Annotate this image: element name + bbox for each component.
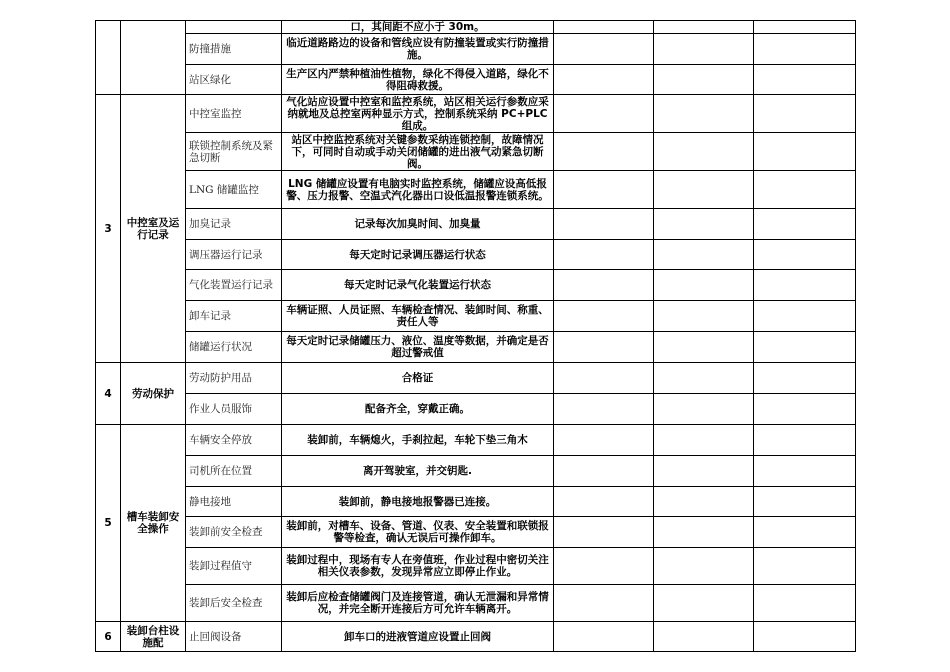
check-item: 劳动防护用品 bbox=[186, 363, 282, 394]
result-cell[interactable] bbox=[554, 21, 654, 34]
requirement-text: 装卸前，静电接地报警器已连接。 bbox=[282, 487, 554, 517]
check-item: 气化装置运行记录 bbox=[186, 270, 282, 301]
remark-cell[interactable] bbox=[654, 517, 754, 548]
check-item: 司机所在位置 bbox=[186, 456, 282, 487]
requirement-text: 配备齐全，穿戴正确。 bbox=[282, 394, 554, 425]
remark-cell[interactable] bbox=[654, 425, 754, 456]
table-row bbox=[96, 21, 856, 34]
requirement-text: 每天定时记录调压器运行状态 bbox=[282, 240, 554, 270]
remark-cell[interactable] bbox=[654, 240, 754, 270]
extra-cell[interactable] bbox=[754, 301, 856, 332]
extra-cell[interactable] bbox=[754, 95, 856, 133]
check-item: 联锁控制系统及紧急切断 bbox=[186, 133, 282, 171]
table-row bbox=[96, 301, 856, 332]
result-cell[interactable] bbox=[554, 95, 654, 133]
extra-cell[interactable] bbox=[754, 456, 856, 487]
remark-cell[interactable] bbox=[654, 363, 754, 394]
extra-cell[interactable] bbox=[754, 171, 856, 209]
result-cell[interactable] bbox=[554, 456, 654, 487]
table-row bbox=[96, 332, 856, 363]
result-cell[interactable] bbox=[554, 301, 654, 332]
check-item: 储罐运行状况 bbox=[186, 332, 282, 363]
requirement-text: 装卸前，车辆熄火，手刹拉起，车轮下垫三角木 bbox=[282, 425, 554, 456]
requirement-text: 装卸前，对槽车、设备、管道、仪表、安全装置和联锁报警等检查，确认无误后可操作卸车。 bbox=[282, 517, 554, 548]
check-item: 装卸前安全检查 bbox=[186, 517, 282, 548]
result-cell[interactable] bbox=[554, 363, 654, 394]
requirement-text: 车辆证照、人员证照、车辆检查情况、装卸时间、称重、责任人等 bbox=[282, 301, 554, 332]
extra-cell[interactable] bbox=[754, 270, 856, 301]
check-item: 调压器运行记录 bbox=[186, 240, 282, 270]
table-row bbox=[96, 95, 856, 133]
extra-cell[interactable] bbox=[754, 487, 856, 517]
extra-cell[interactable] bbox=[754, 548, 856, 585]
check-item: 中控室监控 bbox=[186, 95, 282, 133]
extra-cell[interactable] bbox=[754, 240, 856, 270]
remark-cell[interactable] bbox=[654, 394, 754, 425]
check-item: 止回阀设备 bbox=[186, 622, 282, 652]
result-cell[interactable] bbox=[554, 65, 654, 95]
requirement-text: 口，其间距不应小于 30m。 bbox=[282, 21, 554, 34]
row-number: 5 bbox=[96, 425, 121, 622]
remark-cell[interactable] bbox=[654, 209, 754, 240]
table-row bbox=[96, 622, 856, 652]
row-number bbox=[96, 21, 121, 95]
check-item: 加臭记录 bbox=[186, 209, 282, 240]
extra-cell[interactable] bbox=[754, 363, 856, 394]
table-row bbox=[96, 209, 856, 240]
check-item: 卸车记录 bbox=[186, 301, 282, 332]
result-cell[interactable] bbox=[554, 548, 654, 585]
requirement-text: 生产区内严禁种植油性植物，绿化不得侵入道路，绿化不得阻碍救援。 bbox=[282, 65, 554, 95]
table-row bbox=[96, 171, 856, 209]
table-row bbox=[96, 456, 856, 487]
requirement-text: 离开驾驶室，并交钥匙. bbox=[282, 456, 554, 487]
inspection-table bbox=[95, 20, 856, 652]
check-item: 车辆安全停放 bbox=[186, 425, 282, 456]
table-row bbox=[96, 585, 856, 622]
result-cell[interactable] bbox=[554, 34, 654, 65]
requirement-text: 临近道路路边的设备和管线应设有防撞装置或实行防撞措施。 bbox=[282, 34, 554, 65]
requirement-text: LNG 储罐应设置有电脑实时监控系统，储罐应设高低报警、压力报警、空温式汽化器出口设低温报警连锁系统。 bbox=[282, 171, 554, 209]
table-row bbox=[96, 487, 856, 517]
check-item: LNG 储罐监控 bbox=[186, 171, 282, 209]
requirement-text: 合格证 bbox=[282, 363, 554, 394]
table-row bbox=[96, 34, 856, 65]
remark-cell[interactable] bbox=[654, 65, 754, 95]
remark-cell[interactable] bbox=[654, 585, 754, 622]
remark-cell[interactable] bbox=[654, 456, 754, 487]
remark-cell[interactable] bbox=[654, 622, 754, 652]
requirement-text: 装卸过程中，现场有专人在旁值班，作业过程中密切关注相关仪表参数，发现异常应立即停止作业。 bbox=[282, 548, 554, 585]
requirement-text: 气化站应设置中控室和监控系统，站区相关运行参数应采纳就地及总控室两种显示方式，控制系统采纳 PC+PLC 组成。 bbox=[282, 95, 554, 133]
result-cell[interactable] bbox=[554, 585, 654, 622]
result-cell[interactable] bbox=[554, 270, 654, 301]
result-cell[interactable] bbox=[554, 394, 654, 425]
table-row bbox=[96, 270, 856, 301]
result-cell[interactable] bbox=[554, 171, 654, 209]
result-cell[interactable] bbox=[554, 133, 654, 171]
result-cell[interactable] bbox=[554, 517, 654, 548]
extra-cell[interactable] bbox=[754, 394, 856, 425]
category-cell bbox=[121, 21, 186, 95]
extra-cell[interactable] bbox=[754, 585, 856, 622]
extra-cell[interactable] bbox=[754, 425, 856, 456]
extra-cell[interactable] bbox=[754, 21, 856, 34]
remark-cell[interactable] bbox=[654, 487, 754, 517]
extra-cell[interactable] bbox=[754, 209, 856, 240]
remark-cell[interactable] bbox=[654, 548, 754, 585]
remark-cell[interactable] bbox=[654, 301, 754, 332]
requirement-text: 每天定时记录储罐压力、液位、温度等数据，并确定是否超过警戒值 bbox=[282, 332, 554, 363]
row-number: 6 bbox=[96, 622, 121, 652]
table-row bbox=[96, 394, 856, 425]
requirement-text: 装卸后应检查储罐阀门及连接管道，确认无泄漏和异常情况，并完全断开连接后方可允许车辆离开。 bbox=[282, 585, 554, 622]
check-item: 装卸过程值守 bbox=[186, 548, 282, 585]
row-number: 3 bbox=[96, 95, 121, 363]
table-row bbox=[96, 517, 856, 548]
remark-cell[interactable] bbox=[654, 332, 754, 363]
requirement-text: 每天定时记录气化装置运行状态 bbox=[282, 270, 554, 301]
remark-cell[interactable] bbox=[654, 171, 754, 209]
extra-cell[interactable] bbox=[754, 65, 856, 95]
table-row bbox=[96, 548, 856, 585]
requirement-text: 卸车口的进液管道应设置止回阀 bbox=[282, 622, 554, 652]
category-cell: 槽车装卸安全操作 bbox=[121, 425, 186, 622]
check-item: 防撞措施 bbox=[186, 34, 282, 65]
result-cell[interactable] bbox=[554, 332, 654, 363]
requirement-text: 记录每次加臭时间、加臭量 bbox=[282, 209, 554, 240]
extra-cell[interactable] bbox=[754, 34, 856, 65]
result-cell[interactable] bbox=[554, 240, 654, 270]
category-cell: 劳动保护 bbox=[121, 363, 186, 425]
check-item: 静电接地 bbox=[186, 487, 282, 517]
extra-cell[interactable] bbox=[754, 332, 856, 363]
table-row bbox=[96, 363, 856, 394]
row-number: 4 bbox=[96, 363, 121, 425]
remark-cell[interactable] bbox=[654, 133, 754, 171]
remark-cell[interactable] bbox=[654, 95, 754, 133]
remark-cell[interactable] bbox=[654, 21, 754, 34]
table-row bbox=[96, 240, 856, 270]
result-cell[interactable] bbox=[554, 622, 654, 652]
result-cell[interactable] bbox=[554, 209, 654, 240]
result-cell[interactable] bbox=[554, 425, 654, 456]
check-item: 站区绿化 bbox=[186, 65, 282, 95]
table-row bbox=[96, 425, 856, 456]
category-cell: 中控室及运行记录 bbox=[121, 95, 186, 363]
category-cell: 装卸台柱设施配 bbox=[121, 622, 186, 652]
extra-cell[interactable] bbox=[754, 622, 856, 652]
check-item: 装卸后安全检查 bbox=[186, 585, 282, 622]
table-row bbox=[96, 133, 856, 171]
result-cell[interactable] bbox=[554, 487, 654, 517]
requirement-text: 站区中控监控系统对关键参数采纳连锁控制，故障情况下，可同时自动或手动关闭储罐的进出液气动紧急切断阀。 bbox=[282, 133, 554, 171]
extra-cell[interactable] bbox=[754, 133, 856, 171]
extra-cell[interactable] bbox=[754, 517, 856, 548]
remark-cell[interactable] bbox=[654, 270, 754, 301]
check-item: 作业人员服饰 bbox=[186, 394, 282, 425]
remark-cell[interactable] bbox=[654, 34, 754, 65]
table-row bbox=[96, 65, 856, 95]
check-item bbox=[186, 21, 282, 34]
